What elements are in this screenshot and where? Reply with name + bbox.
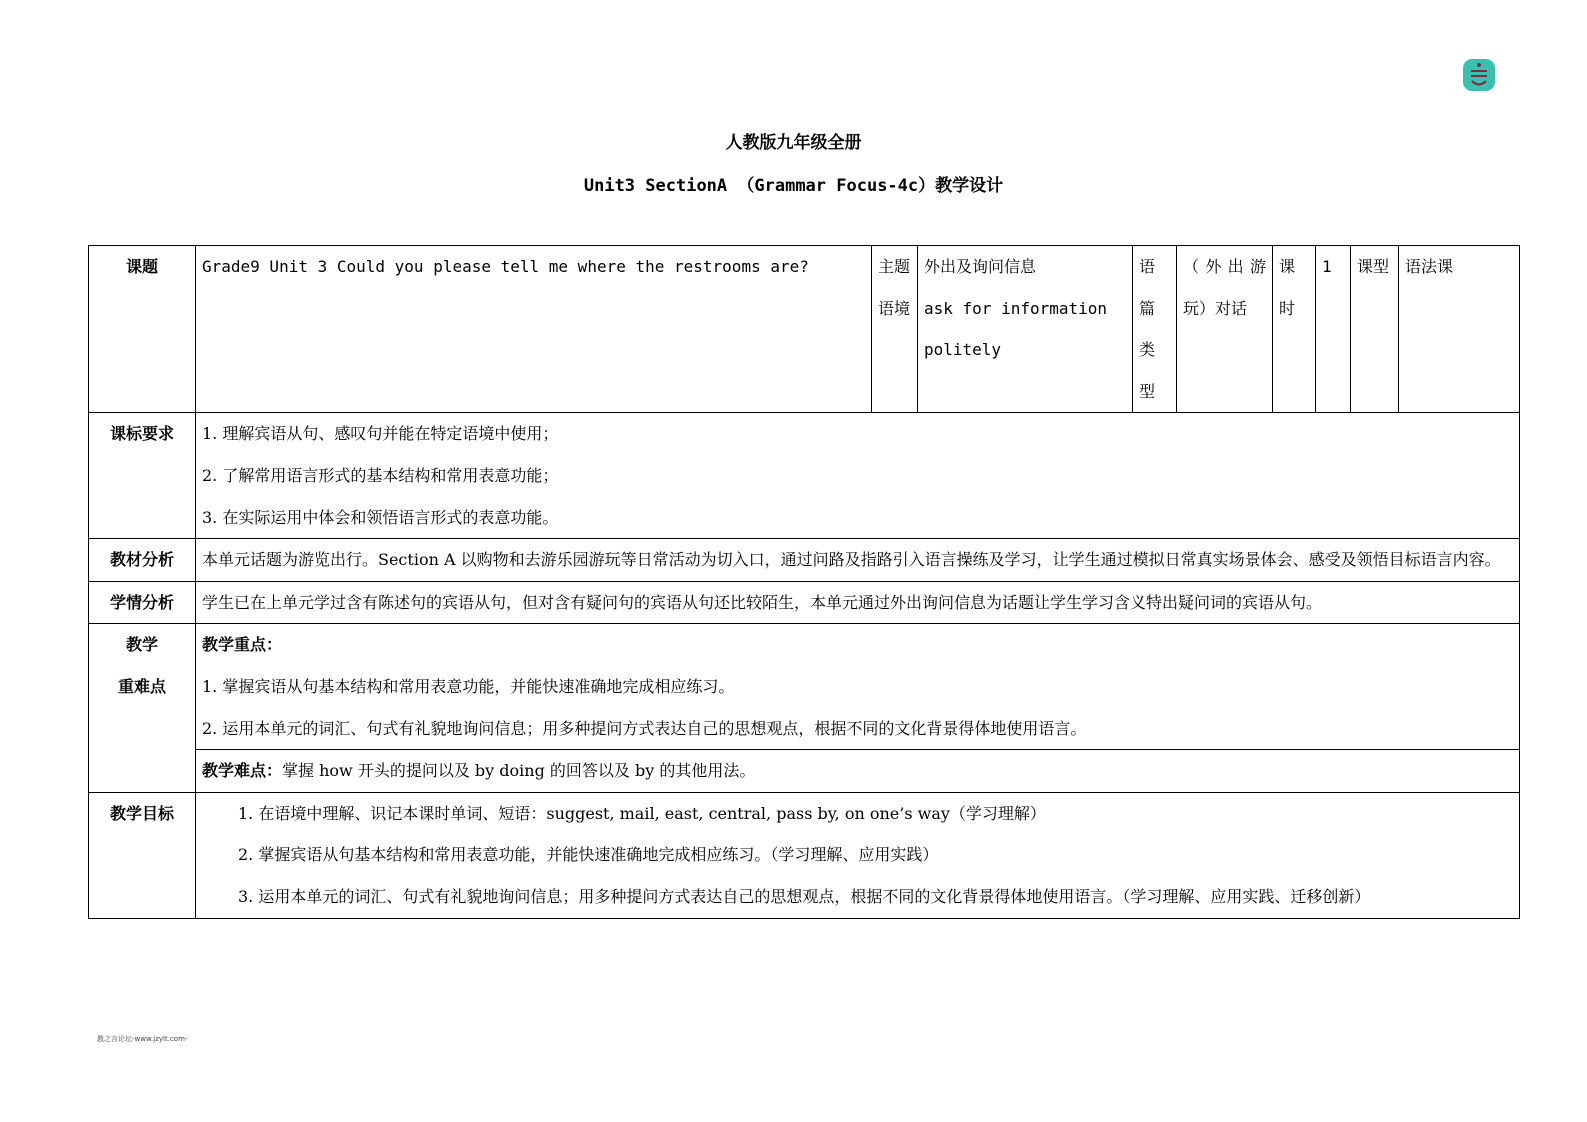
students-text: 学生已在上单元学过含有陈述句的宾语从句，但对含有疑问句的宾语从句还比较陌生，本单元通过外出询问信息为话题让学生学习含义特出疑问词的宾语从句。 [196,581,1520,624]
text-type-value: （外出游玩）对话 [1177,246,1273,413]
lesson-type-value: 语法课 [1399,246,1520,413]
key-point-item: 1. 掌握宾语从句基本结构和常用表意功能，并能快速准确地完成相应练习。 [202,676,735,696]
table-row-objectives [89,792,1520,918]
table-row-standards [89,413,1520,539]
key-point-item: 2. 运用本单元的词汇、句式有礼貌地询问信息；用多种提问方式表达自己的思想观点，根据不同的文化背景得体地使用语言。 [202,718,1087,738]
material-label: 教材分析 [89,539,196,582]
difficulty-text: 掌握 how 开头的提问以及 by doing 的回答以及 by 的其他用法。 [282,761,756,781]
topic-label: 课题 [89,246,196,413]
context-value-en: ask for information politely [924,298,1108,360]
standards-item: 1. 理解宾语从句、感叹句并能在特定语境中使用； [202,424,559,444]
objectives-label: 教学目标 [89,792,196,918]
material-text: 本单元话题为游览出行。Section A 以购物和去游乐园游玩等日常活动为切入口，通过问路及指路引入语言操练及学习，让学生通过模拟日常真实场景体会、感受及领悟目标语言内容。 [196,539,1520,582]
objective-item: 1. 在语境中理解、识记本课时单词、短语：suggest, mail, east, central, pass by, on one’s way（学习理解） [238,803,1046,823]
table-row-topic [89,246,1520,413]
focus-label: 教学 重难点 [89,624,196,792]
difficulty-title: 教学难点： [202,761,283,781]
hours-label: 课时 [1273,246,1316,413]
key-points-title: 教学重点： [202,635,283,655]
objectives-content [196,792,1520,918]
context-label: 主题语境 [872,246,918,413]
document-subtitle: Unit3 SectionA （Grammar Focus-4c）教学设计 [583,176,1004,196]
lesson-plan-table [88,245,1520,919]
objective-item: 3. 运用本单元的词汇、句式有礼貌地询问信息；用多种提问方式表达自己的思想观点，根据不同的文化背景得体地使用语言。（学习理解、应用实践、迁移创新） [238,886,1371,906]
standards-content [196,413,1520,539]
context-value-cn: 外出及询问信息 [924,257,1037,276]
site-logo-icon [1462,58,1496,92]
document-title: 人教版九年级全册 [725,133,862,153]
focus-difficulty [196,750,1520,793]
standards-label: 课标要求 [89,413,196,539]
hours-value: 1 [1316,246,1351,413]
table-row-students [89,581,1520,624]
topic-value: Grade9 Unit 3 Could you please tell me where the restrooms are? [196,246,872,413]
table-row-difficulty [89,750,1520,793]
focus-key-points [196,624,1520,750]
footer-watermark: 教之言论坛-www.jzylt.com- [97,1035,188,1043]
table-row-material [89,539,1520,582]
standards-item: 2. 了解常用语言形式的基本结构和常用表意功能； [202,465,559,485]
lesson-type-label: 课型 [1351,246,1399,413]
text-type-label: 语篇类型 [1133,246,1177,413]
table-row-focus [89,624,1520,750]
context-value [918,246,1133,413]
objective-item: 2. 掌握宾语从句基本结构和常用表意功能，并能快速准确地完成相应练习。（学习理解、应用实践） [238,845,939,865]
standards-item: 3. 在实际运用中体会和领悟语言形式的表意功能。 [202,507,559,527]
students-label: 学情分析 [89,581,196,624]
